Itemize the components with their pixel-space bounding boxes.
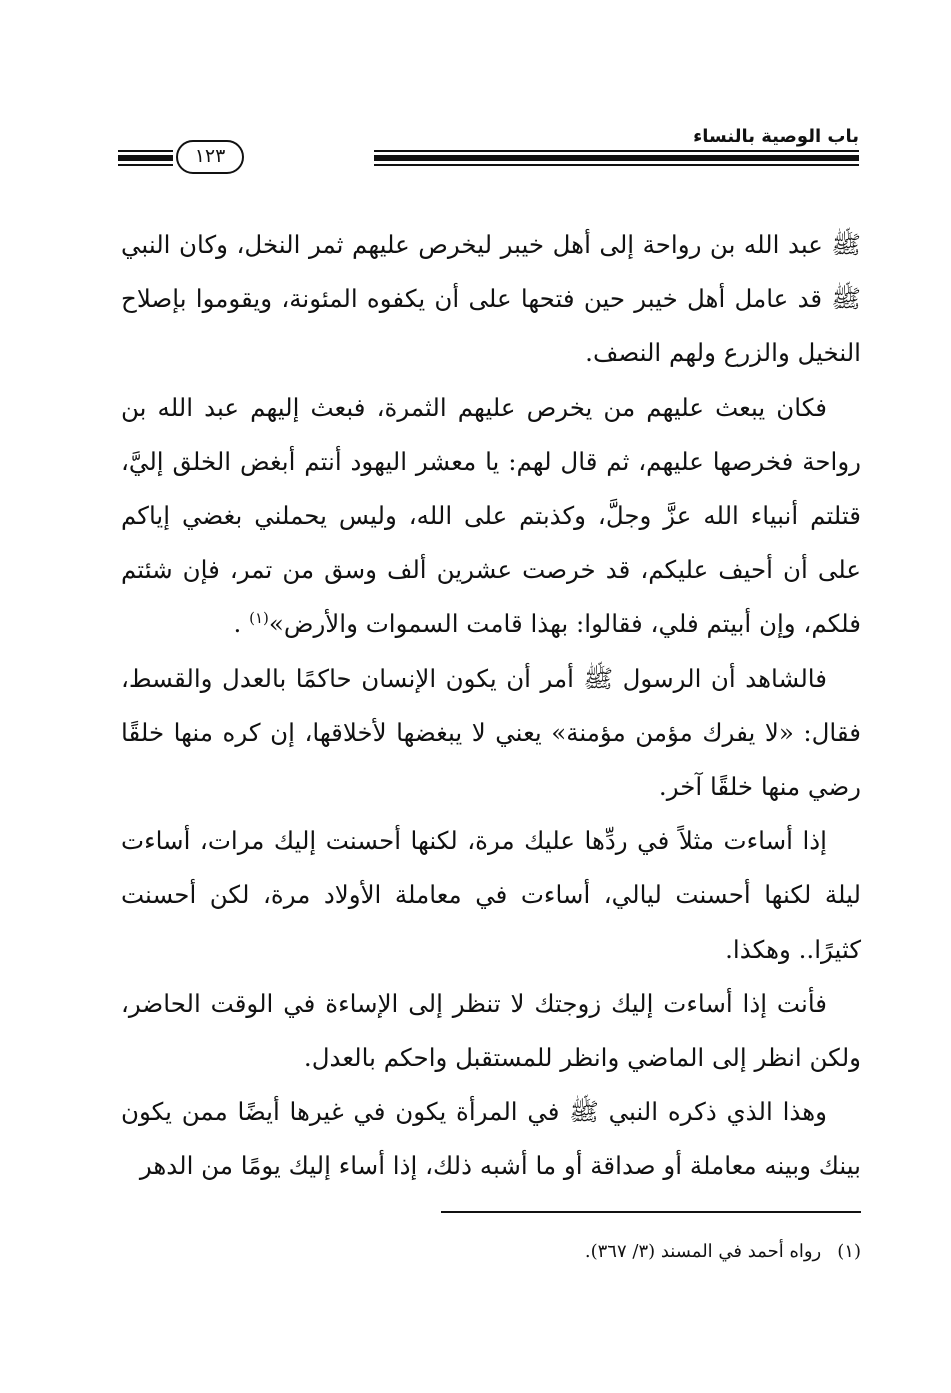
body-text — [121, 218, 861, 1194]
paragraph-1: ﷺ عبد الله بن رواحة إلى أهل خيبر ليخرص عليهم ثمر النخل، وكان النبي ﷺ قد عامل أهل خيبر حين فتحها على أن يكفوه المئونة، ويقوموا بإصلاح النخيل والزرع ولهم النصف. — [121, 230, 861, 368]
paragraph-2-end: . — [233, 609, 250, 639]
footnote-separator — [441, 1211, 861, 1213]
paragraph-4: إذا أساءت مثلاً في ردِّها عليك مرة، لكنها أحسنت إليك مرات، أساءت ليلة لكنها أحسنت ليالي، أساءت في معاملة الأولاد مرة، لكن أحسنت كثيرًا.. وهكذا. — [121, 826, 861, 964]
page-number: ١٢٣ — [176, 140, 244, 174]
paragraph-3: فالشاهد أن الرسول ﷺ أمر أن يكون الإنسان حاكمًا بالعدل والقسط، فقال: «لا يفرك مؤمن مؤمنة» يعني لا يبغضها لأخلاقها، إن كره منها خلقًا رضي منها خلقًا آخر. — [121, 663, 861, 802]
footnote-text: رواه أحمد في المسند (٣/ ٣٦٧). — [584, 1241, 822, 1262]
footnote-reference: (١) — [249, 609, 269, 628]
paragraph-2 — [121, 381, 861, 652]
footnote-number: (١) — [837, 1241, 861, 1262]
footnote — [121, 1238, 861, 1266]
chapter-title: باب الوصية بالنساء — [693, 126, 859, 147]
paragraph-6: وهذا الذي ذكره النبي ﷺ في المرأة يكون في غيرها أيضًا ممن يكون بينك وبينه معاملة أو صداقة أو ما أشبه ذلك، إذا أساء إليك يومًا من الدهر — [121, 1097, 861, 1181]
paragraph-2-text: فكان يبعث عليهم من يخرص عليهم الثمرة، فبعث إليهم عبد الله بن رواحة فخرصها عليهم، ثم قال لهم: يا معشر اليهود أنتم أبغض الخلق إليَّ، قتلتم أنبياء الله عزَّ وجلَّ، وكذبتم على الله، وليس يحملني بغضي إياكم على أن أحيف عليكم، قد خرصت عشرين ألف وسق من تمر، فإن شئتم فلكم، وإن أبيتم فلي، فقالوا: بهذا قامت السموات والأرض» — [121, 392, 861, 639]
header-rule-left — [118, 148, 173, 168]
paragraph-5: فأنت إذا أساءت إليك زوجتك لا تنظر إلى الإساءة في الوقت الحاضر، ولكن انظر إلى الماضي وانظر للمستقبل واحكم بالعدل. — [121, 988, 861, 1073]
header-rule-right — [374, 148, 859, 168]
